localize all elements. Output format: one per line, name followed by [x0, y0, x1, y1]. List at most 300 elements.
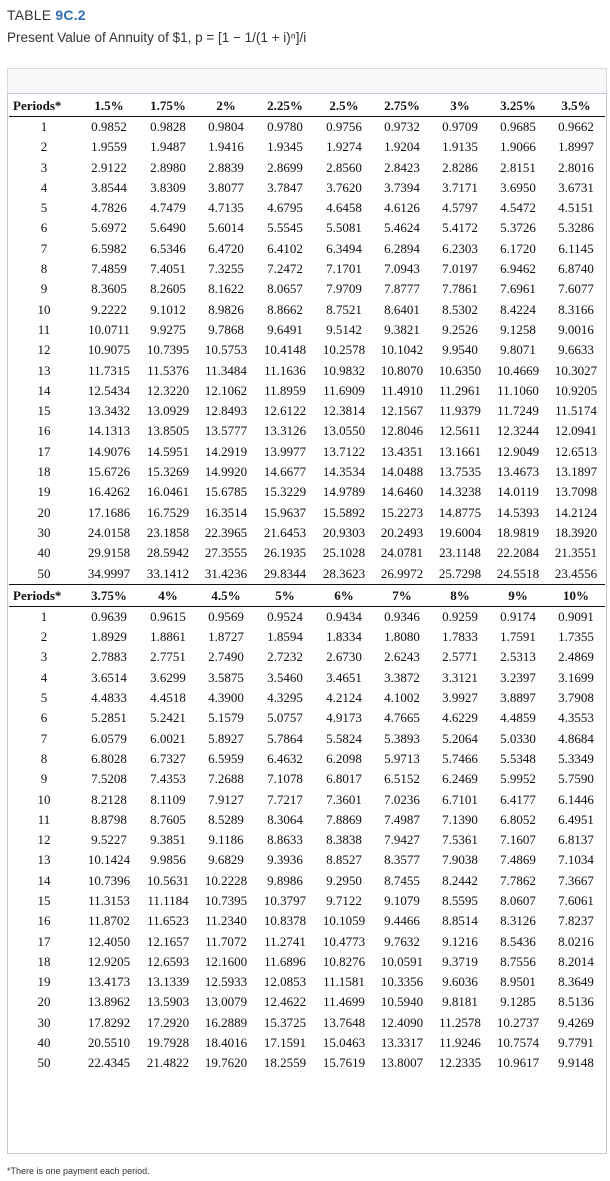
- value-cell: 8.3064: [267, 811, 303, 827]
- table-row: [9, 442, 605, 462]
- value-cell: 8.1109: [150, 791, 186, 807]
- value-cell: 1.8727: [208, 629, 244, 645]
- value-cell: 2.8016: [558, 159, 594, 175]
- value-cell: 10.9075: [87, 342, 131, 358]
- value-cell: 12.8046: [380, 423, 424, 439]
- value-cell: 25.1028: [322, 545, 366, 561]
- period-cell: 13: [37, 852, 51, 868]
- value-cell: 8.5136: [558, 994, 594, 1010]
- value-cell: 7.4859: [91, 261, 127, 277]
- value-cell: 7.0943: [384, 261, 420, 277]
- value-cell: 9.8071: [500, 342, 536, 358]
- table-row: [9, 503, 605, 523]
- value-cell: 5.3349: [558, 750, 594, 766]
- value-cell: 10.2228: [204, 872, 248, 888]
- value-cell: 10.5940: [380, 994, 424, 1010]
- value-cell: 7.3255: [208, 261, 244, 277]
- value-cell: 9.6491: [267, 321, 303, 337]
- value-cell: 9.8986: [267, 872, 303, 888]
- value-cell: 13.4673: [496, 464, 540, 480]
- value-cell: 6.4951: [558, 811, 594, 827]
- value-cell: 7.9038: [442, 852, 478, 868]
- table-subtitle: Present Value of Annuity of $1, p = [1 − 1/(1 + i)ⁿ]/i: [7, 30, 307, 45]
- value-cell: 3.6514: [91, 669, 127, 685]
- value-cell: 16.3514: [204, 504, 248, 520]
- value-cell: 17.1686: [87, 504, 131, 520]
- value-cell: 10.3797: [263, 892, 307, 908]
- value-cell: 7.4353: [150, 771, 186, 787]
- value-cell: 23.4556: [554, 565, 598, 581]
- value-cell: 11.2340: [205, 913, 247, 929]
- value-cell: 10.0711: [88, 321, 130, 337]
- value-cell: 9.2950: [326, 872, 362, 888]
- value-cell: 31.4236: [204, 565, 248, 581]
- value-cell: 8.5595: [442, 892, 478, 908]
- period-cell: 5: [40, 690, 48, 706]
- value-cell: 21.6453: [263, 524, 307, 540]
- value-cell: 26.1935: [263, 545, 307, 561]
- value-cell: 14.1313: [87, 423, 131, 439]
- value-cell: 2.7883: [91, 649, 127, 665]
- value-cell: 6.1720: [500, 240, 536, 256]
- period-cell: 50: [37, 1055, 51, 1071]
- value-cell: 12.6513: [554, 443, 598, 459]
- rate-header: 3%: [431, 95, 489, 117]
- value-cell: 19.7928: [146, 1035, 190, 1051]
- value-cell: 10.8276: [322, 953, 366, 969]
- period-cell: 15: [37, 403, 51, 419]
- value-cell: 9.2526: [442, 321, 478, 337]
- value-cell: 8.3605: [91, 281, 127, 297]
- value-cell: 10.4773: [322, 933, 366, 949]
- period-cell: 30: [37, 1014, 51, 1030]
- value-cell: 5.5545: [267, 220, 303, 236]
- value-cell: 1.7833: [442, 629, 478, 645]
- value-cell: 17.8292: [87, 1014, 131, 1030]
- rate-header: 8%: [431, 584, 489, 606]
- value-cell: 14.9920: [204, 464, 248, 480]
- value-cell: 0.9804: [208, 119, 244, 134]
- value-cell: 2.7490: [208, 649, 244, 665]
- table-row: [9, 340, 605, 360]
- period-cell: 40: [37, 545, 51, 561]
- value-cell: 14.0119: [497, 484, 539, 500]
- value-cell: 13.7648: [322, 1014, 366, 1030]
- value-cell: 8.8662: [267, 301, 303, 317]
- table-row: [9, 401, 605, 421]
- value-cell: 3.3872: [384, 669, 420, 685]
- value-cell: 7.4987: [384, 811, 420, 827]
- table-row: [9, 482, 605, 502]
- value-cell: 13.1897: [554, 464, 598, 480]
- value-cell: 5.4172: [442, 220, 478, 236]
- value-cell: 12.3220: [146, 382, 190, 398]
- value-cell: 4.1002: [384, 690, 420, 706]
- value-cell: 6.9462: [500, 261, 536, 277]
- value-cell: 6.8052: [500, 811, 536, 827]
- value-cell: 23.1858: [146, 524, 190, 540]
- value-cell: 15.6785: [204, 484, 248, 500]
- rate-header: 3.75%: [79, 584, 139, 606]
- value-cell: 9.9856: [150, 852, 186, 868]
- value-cell: 28.5942: [146, 545, 190, 561]
- value-cell: 13.0079: [204, 994, 248, 1010]
- value-cell: 2.5771: [442, 649, 478, 665]
- table-toolbar-strip: [7, 68, 607, 93]
- value-cell: 0.9662: [558, 119, 594, 134]
- value-cell: 4.6795: [267, 200, 303, 216]
- value-cell: 5.1579: [208, 710, 244, 726]
- value-cell: 2.8151: [500, 159, 536, 175]
- value-cell: 18.4016: [204, 1035, 248, 1051]
- value-cell: 3.3121: [442, 669, 478, 685]
- value-cell: 15.3229: [263, 484, 307, 500]
- period-cell: 1: [40, 608, 48, 624]
- table-row: [9, 1053, 605, 1073]
- value-cell: 1.8594: [267, 629, 303, 645]
- value-cell: 6.1145: [558, 240, 594, 256]
- rate-header: 2.25%: [255, 95, 315, 117]
- value-cell: 0.9569: [208, 608, 244, 624]
- table-row: [9, 932, 605, 952]
- value-cell: 10.7395: [204, 892, 248, 908]
- value-cell: 13.4351: [380, 443, 424, 459]
- value-cell: 9.3936: [267, 852, 303, 868]
- value-cell: 0.9852: [91, 119, 127, 134]
- value-cell: 3.7847: [267, 179, 303, 195]
- value-cell: 18.9819: [496, 524, 540, 540]
- value-cell: 2.8560: [326, 159, 362, 175]
- value-cell: 1.8080: [384, 629, 420, 645]
- value-cell: 0.9615: [150, 608, 186, 624]
- value-cell: 2.9122: [91, 159, 127, 175]
- value-cell: 7.8777: [384, 281, 420, 297]
- value-cell: 7.7217: [267, 791, 303, 807]
- period-cell: 10: [37, 301, 51, 317]
- value-cell: 2.8699: [267, 159, 303, 175]
- value-cell: 13.5777: [204, 423, 248, 439]
- value-cell: 26.9972: [380, 565, 424, 581]
- table-row: [9, 462, 605, 482]
- value-cell: 5.2851: [91, 710, 127, 726]
- value-cell: 7.4869: [500, 852, 536, 868]
- value-cell: 10.5631: [146, 872, 190, 888]
- period-cell: 6: [40, 220, 48, 236]
- value-cell: 2.6243: [384, 649, 420, 665]
- value-cell: 1.8861: [150, 629, 186, 645]
- table-row: [9, 381, 605, 401]
- value-cell: 10.7395: [146, 342, 190, 358]
- value-cell: 5.5081: [326, 220, 362, 236]
- value-cell: 0.9709: [442, 119, 478, 134]
- value-cell: 12.4622: [263, 994, 307, 1010]
- value-cell: 33.1412: [146, 565, 190, 581]
- period-cell: 20: [37, 994, 51, 1010]
- value-cell: 14.5951: [146, 443, 190, 459]
- value-cell: 12.9205: [87, 953, 131, 969]
- value-cell: 9.9540: [442, 342, 478, 358]
- value-cell: 9.1216: [442, 933, 478, 949]
- value-cell: 15.9637: [263, 504, 307, 520]
- value-cell: 6.4177: [500, 791, 536, 807]
- value-cell: 7.9709: [326, 281, 362, 297]
- value-cell: 10.4669: [496, 362, 540, 378]
- table-row: [9, 606, 605, 627]
- period-cell: 17: [37, 933, 51, 949]
- value-cell: 5.0757: [267, 710, 303, 726]
- value-cell: 15.0463: [322, 1035, 366, 1051]
- value-cell: 6.3494: [326, 240, 362, 256]
- value-cell: 11.6523: [147, 913, 189, 929]
- value-cell: 6.1446: [558, 791, 594, 807]
- value-cell: 8.5436: [500, 933, 536, 949]
- value-cell: 11.5376: [147, 362, 189, 378]
- value-cell: 12.0853: [263, 974, 307, 990]
- period-cell: 14: [37, 872, 51, 888]
- value-cell: 1.9559: [91, 139, 127, 155]
- table-row: [9, 421, 605, 441]
- table-row: [9, 668, 605, 688]
- value-cell: 25.7298: [438, 565, 482, 581]
- value-cell: 7.7862: [500, 872, 536, 888]
- value-cell: 8.8633: [267, 832, 303, 848]
- value-cell: 13.7535: [438, 464, 482, 480]
- header-row: [9, 584, 605, 606]
- value-cell: 29.9158: [87, 545, 131, 561]
- value-cell: 0.9756: [326, 119, 362, 134]
- value-cell: 12.5434: [87, 382, 131, 398]
- value-cell: 2.6730: [326, 649, 362, 665]
- value-cell: 9.5142: [326, 321, 362, 337]
- rate-header: 3.5%: [547, 95, 605, 117]
- value-cell: 20.2493: [380, 524, 424, 540]
- value-cell: 20.5510: [87, 1035, 131, 1051]
- value-cell: 3.4651: [326, 669, 362, 685]
- value-cell: 9.1186: [208, 832, 244, 848]
- value-cell: 3.7171: [442, 179, 478, 195]
- value-cell: 8.7556: [500, 953, 536, 969]
- table-row: [9, 688, 605, 708]
- value-cell: 7.9427: [384, 832, 420, 848]
- value-cell: 9.6633: [558, 342, 594, 358]
- value-cell: 9.4269: [558, 1014, 594, 1030]
- period-cell: 2: [40, 629, 48, 645]
- value-cell: 7.2472: [267, 261, 303, 277]
- value-cell: 7.9127: [208, 791, 244, 807]
- value-cell: 1.8997: [558, 139, 594, 155]
- value-cell: 3.7620: [326, 179, 362, 195]
- value-cell: 13.0929: [146, 403, 190, 419]
- value-cell: 4.4859: [500, 710, 536, 726]
- value-cell: 12.1567: [380, 403, 424, 419]
- value-cell: 4.5797: [442, 200, 478, 216]
- value-cell: 1.9416: [208, 139, 244, 155]
- value-cell: 6.8028: [91, 750, 127, 766]
- value-cell: 6.7101: [442, 791, 478, 807]
- table-row: [9, 627, 605, 647]
- value-cell: 5.2421: [150, 710, 186, 726]
- value-cell: 7.6961: [500, 281, 536, 297]
- value-cell: 3.7908: [558, 690, 594, 706]
- value-cell: 4.4518: [150, 690, 186, 706]
- value-cell: 12.1657: [146, 933, 190, 949]
- value-cell: 3.8077: [208, 179, 244, 195]
- annuity-table: [9, 95, 605, 1074]
- periods-header: Periods*: [9, 584, 79, 606]
- value-cell: 3.5460: [267, 669, 303, 685]
- value-cell: 5.3726: [500, 220, 536, 236]
- value-cell: 9.3719: [442, 953, 478, 969]
- value-cell: 2.8839: [208, 159, 244, 175]
- value-cell: 13.7098: [554, 484, 598, 500]
- value-cell: 3.5875: [208, 669, 244, 685]
- value-cell: 8.3166: [558, 301, 594, 317]
- value-cell: 9.1012: [150, 301, 186, 317]
- period-cell: 20: [37, 504, 51, 520]
- value-cell: 7.0236: [384, 791, 420, 807]
- value-cell: 6.4632: [267, 750, 303, 766]
- period-cell: 10: [37, 791, 51, 807]
- table-row: [9, 952, 605, 972]
- value-cell: 14.9789: [322, 484, 366, 500]
- value-cell: 21.3551: [554, 545, 598, 561]
- value-cell: 5.7864: [267, 730, 303, 746]
- value-cell: 0.9780: [267, 119, 303, 134]
- period-cell: 11: [37, 321, 51, 337]
- value-cell: 11.8959: [264, 382, 306, 398]
- value-cell: 13.3432: [87, 403, 131, 419]
- rate-header: 9%: [489, 584, 547, 606]
- value-cell: 0.9174: [500, 608, 536, 624]
- rate-header: 2.75%: [373, 95, 431, 117]
- value-cell: 14.5393: [496, 504, 540, 520]
- value-cell: 1.9487: [150, 139, 186, 155]
- value-cell: 12.3814: [322, 403, 366, 419]
- value-cell: 10.3027: [554, 362, 598, 378]
- value-cell: 11.2961: [439, 382, 481, 398]
- value-cell: 11.8702: [88, 913, 130, 929]
- periods-header: Periods*: [9, 95, 79, 117]
- value-cell: 13.3126: [263, 423, 307, 439]
- period-cell: 11: [37, 811, 51, 827]
- period-cell: 15: [37, 892, 51, 908]
- value-cell: 5.7590: [558, 771, 594, 787]
- value-cell: 12.2335: [438, 1055, 482, 1071]
- value-cell: 4.7479: [150, 200, 186, 216]
- value-cell: 11.6909: [323, 382, 365, 398]
- value-cell: 13.3317: [380, 1035, 424, 1051]
- value-cell: 9.3851: [150, 832, 186, 848]
- value-cell: 14.2919: [204, 443, 248, 459]
- value-cell: 21.4822: [146, 1055, 190, 1071]
- table-row: [9, 523, 605, 543]
- value-cell: 7.4051: [150, 261, 186, 277]
- value-cell: 0.9259: [442, 608, 478, 624]
- value-cell: 1.9135: [442, 139, 478, 155]
- table-row: [9, 218, 605, 238]
- value-cell: 22.4345: [87, 1055, 131, 1071]
- value-cell: 10.5753: [204, 342, 248, 358]
- value-cell: 11.1184: [147, 892, 189, 908]
- value-cell: 9.7122: [326, 892, 362, 908]
- value-cell: 9.0016: [558, 321, 594, 337]
- value-cell: 8.3838: [326, 832, 362, 848]
- period-cell: 4: [40, 179, 48, 195]
- value-cell: 1.8929: [91, 629, 127, 645]
- value-cell: 8.7521: [326, 301, 362, 317]
- value-cell: 6.4102: [267, 240, 303, 256]
- period-cell: 9: [40, 281, 48, 297]
- value-cell: 13.8505: [146, 423, 190, 439]
- period-cell: 14: [37, 382, 51, 398]
- value-cell: 6.4720: [208, 240, 244, 256]
- rate-header: 6%: [315, 584, 373, 606]
- table-row: [9, 972, 605, 992]
- value-cell: 8.8527: [326, 852, 362, 868]
- value-cell: 14.6677: [263, 464, 307, 480]
- header-row: [9, 95, 605, 117]
- value-cell: 14.3238: [438, 484, 482, 500]
- period-cell: 18: [37, 953, 51, 969]
- value-cell: 15.5892: [322, 504, 366, 520]
- value-cell: 8.7605: [150, 811, 186, 827]
- value-cell: 9.3821: [384, 321, 420, 337]
- table-label-number: 9C.2: [55, 7, 86, 23]
- value-cell: 13.5903: [146, 994, 190, 1010]
- value-cell: 16.0461: [146, 484, 190, 500]
- value-cell: 10.9205: [554, 382, 598, 398]
- value-cell: 8.2442: [442, 872, 478, 888]
- footnote: *There is one payment each period.: [7, 1166, 150, 1176]
- table-row: [9, 239, 605, 259]
- period-cell: 7: [40, 240, 48, 256]
- table-row: [9, 708, 605, 728]
- value-cell: 9.5227: [91, 832, 127, 848]
- period-cell: 19: [37, 484, 51, 500]
- value-cell: 13.9977: [263, 443, 307, 459]
- value-cell: 18.2559: [263, 1055, 307, 1071]
- value-cell: 15.7619: [322, 1055, 366, 1071]
- value-cell: 10.8070: [380, 362, 424, 378]
- value-cell: 12.9049: [496, 443, 540, 459]
- table-row: [9, 871, 605, 891]
- value-cell: 10.8378: [263, 913, 307, 929]
- value-cell: 11.7072: [205, 933, 247, 949]
- value-cell: 0.9346: [384, 608, 420, 624]
- table-row: [9, 198, 605, 218]
- value-cell: 10.2578: [322, 342, 366, 358]
- value-cell: 13.7122: [322, 443, 366, 459]
- value-cell: 9.9148: [558, 1055, 594, 1071]
- value-cell: 8.6401: [384, 301, 420, 317]
- value-cell: 13.4173: [87, 974, 131, 990]
- value-cell: 9.9275: [150, 321, 186, 337]
- value-cell: 0.9828: [150, 119, 186, 134]
- value-cell: 5.8927: [208, 730, 244, 746]
- value-cell: 11.1060: [497, 382, 539, 398]
- value-cell: 7.1701: [326, 261, 362, 277]
- value-cell: 11.1581: [323, 974, 365, 990]
- period-cell: 8: [40, 750, 48, 766]
- value-cell: 7.6061: [558, 892, 594, 908]
- value-cell: 3.8544: [91, 179, 127, 195]
- value-cell: 18.3920: [554, 524, 598, 540]
- value-cell: 14.6460: [380, 484, 424, 500]
- value-cell: 8.3649: [558, 974, 594, 990]
- value-cell: 7.1078: [267, 771, 303, 787]
- value-cell: 9.1079: [384, 892, 420, 908]
- value-cell: 3.2397: [500, 669, 536, 685]
